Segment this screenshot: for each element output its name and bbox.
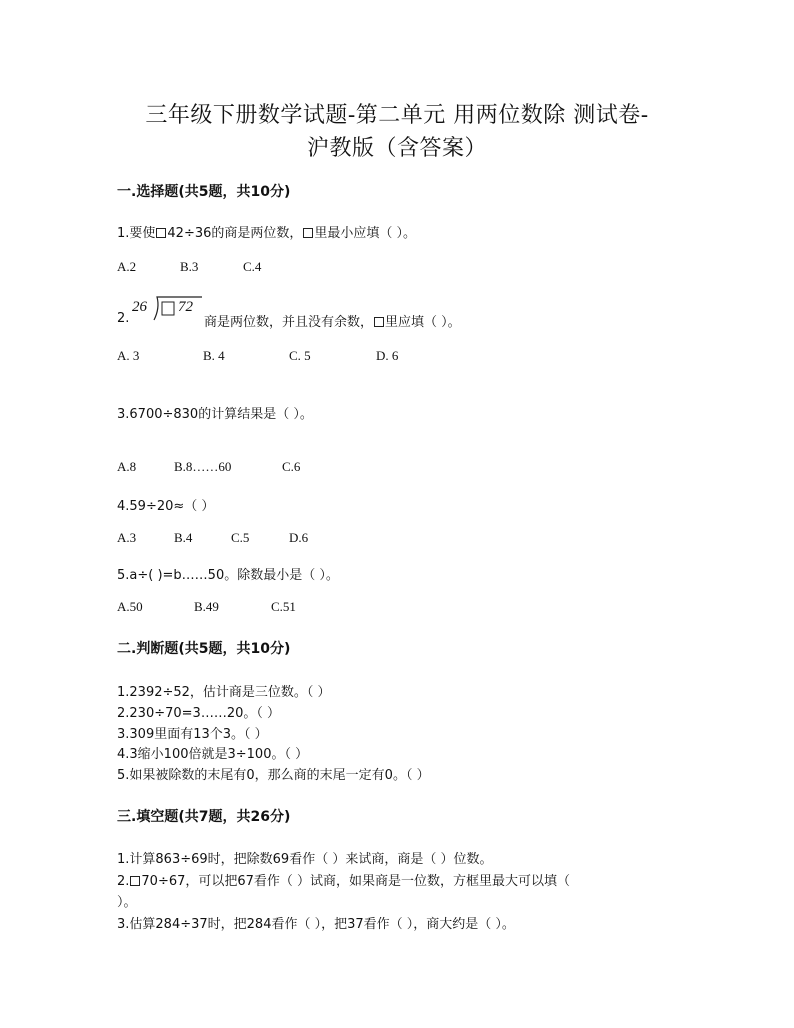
option[interactable]: C.51	[271, 599, 296, 614]
option[interactable]: C.5	[231, 530, 250, 545]
doc-title-line1: 三年级下册数学试题-第二单元 用两位数除 测试卷-	[145, 103, 649, 128]
q2-options	[117, 348, 398, 364]
fill-item-2-number: 2.	[117, 874, 130, 889]
blank-box-icon	[130, 876, 140, 886]
q4-options	[117, 530, 308, 546]
option[interactable]: A.3	[117, 530, 137, 545]
option[interactable]: A.8	[117, 459, 137, 474]
section-heading-choice: 一.选择题(共5题，共10分)	[117, 184, 291, 200]
fill-item: 1.计算863÷69时，把除数69看作（ ）来试商，商是（ ）位数。	[117, 852, 493, 867]
q1-text-c: 里最小应填（ ）。	[314, 226, 417, 241]
option[interactable]: A. 3	[117, 348, 140, 363]
fill-item: 3.估算284÷37时，把284看作（ ），把37看作（ ），商大约是（ ）。	[117, 917, 515, 932]
option[interactable]: B.49	[194, 599, 219, 614]
blank-box-icon	[374, 317, 384, 327]
question-2	[204, 311, 461, 330]
q5-options	[117, 599, 296, 615]
q1-text-b: 42÷36的商是两位数，	[167, 226, 303, 241]
option[interactable]: C.6	[282, 459, 301, 474]
option[interactable]: B.4	[174, 530, 193, 545]
option[interactable]: C. 5	[289, 348, 311, 363]
q2-text-b: 里应填（ ）。	[385, 315, 461, 330]
q1-text-a: 1.要使	[117, 226, 156, 241]
option[interactable]: D.6	[289, 530, 309, 545]
section-heading-judge: 二.判断题(共5题，共10分)	[117, 641, 291, 657]
fill-item-2-text: 70÷67，可以把67看作（ ）试商，如果商是一位数，方框里最大可以填（	[141, 874, 571, 889]
judge-item: 4.3缩小100倍就是3÷100。（ ）	[117, 747, 309, 762]
question-4: 4.59÷20≈（ ）	[117, 499, 215, 514]
option[interactable]: A.50	[117, 599, 143, 614]
q3-options	[117, 459, 300, 475]
fill-item-2	[117, 870, 570, 889]
dividend-tail: 72	[178, 299, 193, 315]
long-division-figure	[126, 296, 202, 326]
divisor: 26	[132, 299, 147, 315]
q2-number: 2.	[117, 311, 130, 326]
option[interactable]: A.2	[117, 259, 137, 274]
section-heading-fill: 三.填空题(共7题，共26分)	[117, 809, 291, 825]
option[interactable]: B. 4	[203, 348, 225, 363]
blank-box-icon	[156, 228, 166, 238]
blank-box-icon	[303, 228, 313, 238]
judge-item: 3.309里面有13个3。（ ）	[117, 727, 268, 742]
judge-item: 1.2392÷52，估计商是三位数。（ ）	[117, 685, 331, 700]
fill-item-2-cont: ）。	[117, 895, 137, 910]
option[interactable]: B.8……60	[174, 459, 232, 474]
judge-item: 2.230÷70=3……20。（ ）	[117, 706, 280, 721]
judge-item: 5.如果被除数的末尾有0，那么商的末尾一定有0。（ ）	[117, 768, 430, 783]
q1-options	[117, 259, 261, 275]
q2-text-a: 商是两位数，并且没有余数，	[204, 315, 374, 330]
question-1	[117, 222, 416, 241]
option[interactable]: B.3	[180, 259, 199, 274]
question-3: 3.6700÷830的计算结果是（ ）。	[117, 407, 313, 422]
question-5: 5.a÷( )=b……50。除数最小是（ ）。	[117, 568, 339, 583]
doc-title-line2: 沪教版（含答案）	[306, 136, 487, 161]
option[interactable]: D. 6	[376, 348, 399, 363]
option[interactable]: C.4	[243, 259, 262, 274]
